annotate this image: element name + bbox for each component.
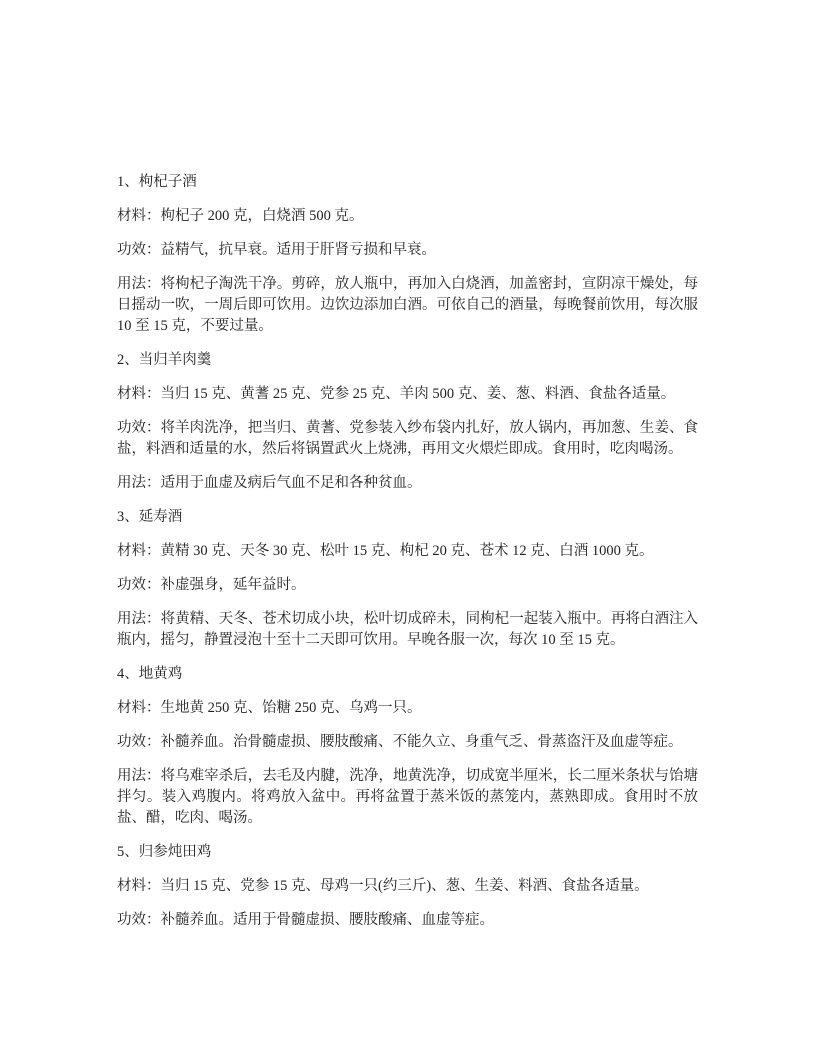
recipe-section-4 [117,664,698,829]
recipe-usage: 用法：将枸杞子淘洗干净。剪碎，放人瓶中，再加入白烧酒，加盖密封，宣阴凉干燥处，每日摇动一吹，一周后即可饮用。边饮边添加白酒。可依自己的酒量，每晚餐前饮用，每次服 10 至 15 克，不要过量。 [117,276,698,334]
recipe-effects: 功效：益精气，抗早衰。适用于肝肾亏损和早衰。 [117,242,436,258]
recipe-heading: 5、归参炖田鸡 [117,844,212,860]
recipe-effects: 功效：补髓养血。适用于骨髓虚损、腰肢酸痛、血虚等症。 [117,912,494,928]
recipe-usage: 用法：适用于血虚及病后气血不足和各种贫血。 [117,475,422,491]
recipe-section-3 [117,507,698,651]
recipe-usage: 用法：将黄精、天冬、苍术切成小块，松叶切成碎未，同枸杞一起装入瓶中。再将白酒注入瓶内，摇匀，静置浸泡十至十二天即可饮用。早晚各服一次，每次 10 至 15 克。 [117,611,698,648]
recipe-heading: 4、地黄鸡 [117,666,183,682]
document-body [117,172,698,931]
recipe-materials: 材料：当归 15 克、党参 15 克、母鸡一只(约三斤)、葱、生姜、料酒、食盐各适量。 [117,878,649,894]
recipe-materials: 材料：黄精 30 克、天冬 30 克、松叶 15 克、枸杞 20 克、苍术 12 克、白酒 1000 克。 [117,543,654,559]
recipe-materials: 材料：生地黄 250 克、饴糖 250 克、乌鸡一只。 [117,700,422,716]
recipe-effects: 功效：补虚强身，延年益时。 [117,577,306,593]
recipe-usage: 用法：将乌难宰杀后，去毛及内腱，洗净，地黄洗净，切成宽半厘米，长二厘米条状与饴塘拌匀。装入鸡腹内。将鸡放入盆中。再将盆置于蒸米饭的蒸笼内，蒸熟即成。食用时不放盐、醋，吃肉、喝汤。 [117,768,698,826]
recipe-section-2 [117,350,698,494]
recipe-effects: 功效：补髓养血。治骨髓虚损、腰肢酸痛、不能久立、身重气乏、骨蒸盗汗及血虚等症。 [117,734,683,750]
recipe-heading: 1、枸杞子酒 [117,174,197,190]
recipe-heading: 2、当归羊肉羹 [117,352,212,368]
recipe-section-1 [117,172,698,337]
recipe-effects: 功效：将羊肉洗净，把当归、黄蓍、党参装入纱布袋内扎好，放人锅内，再加葱、生姜、食盐，料酒和适量的水，然后将锅置武火上烧沸，再用文火煨烂即成。食用时，吃肉喝汤。 [117,420,698,457]
recipe-materials: 材料：枸杞子 200 克，白烧酒 500 克。 [117,208,364,224]
recipe-heading: 3、延寿酒 [117,509,183,525]
recipe-materials: 材料：当归 15 克、黄蓍 25 克、党参 25 克、羊肉 500 克、姜、葱、料酒、食盐各适量。 [117,386,676,402]
recipe-section-5 [117,842,698,931]
